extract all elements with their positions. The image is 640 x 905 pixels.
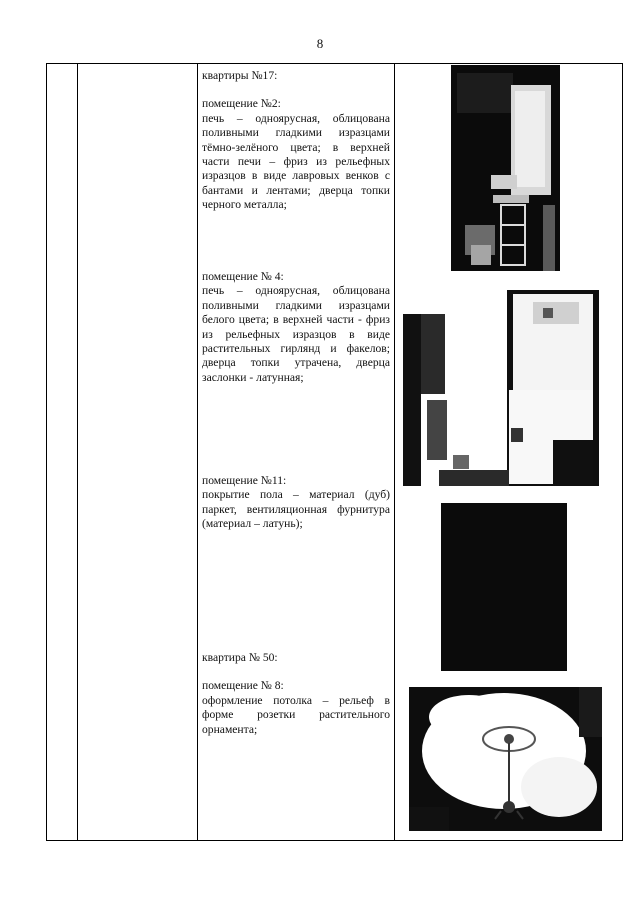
description-block-apartment-17-room-2 — [202, 69, 390, 213]
description-block-apartment-50-room-8 — [202, 651, 390, 737]
room-heading: помещение № 4: — [202, 270, 284, 283]
description-block-room-4 — [202, 270, 390, 385]
column-divider — [77, 64, 78, 840]
room-heading: помещение № 8: — [202, 679, 284, 693]
description-block-room-11 — [202, 474, 390, 532]
parquet-floor-photo — [441, 503, 567, 671]
room-description: покрытие пола – материал (дуб) паркет, вентиляционная фурнитура (материал – латунь); — [202, 488, 390, 531]
page-number: 8 — [316, 36, 324, 51]
room-heading: помещение №11: — [202, 474, 287, 487]
column-divider — [197, 64, 198, 840]
apartment-heading: квартира № 50: — [202, 651, 278, 664]
apartment-heading: квартиры №17: — [202, 69, 278, 82]
room-description: печь – одноярусная, облицована поливными гладкими изразцами тёмно-зелёного цвета; в верхней части печи – фриз из рельефных изразцов в виде лавровых венков с бантами и лентами; дверца топки черного металла; — [202, 111, 390, 212]
column-divider — [394, 64, 395, 840]
room-description: оформление потолка – рельеф в форме розетки растительного орнамента; — [202, 693, 390, 736]
room-description: печь – одноярусная, облицована поливными гладкими изразцами белого цвета; в верхней части - фриз из рельефных изразцов в виде растительных гирлянд и факелов; дверца топки утрачена, дверца заслонки - латунная; — [202, 284, 390, 384]
stove-white-photo — [403, 290, 599, 486]
stove-dark-green-photo — [451, 65, 560, 271]
room-heading: помещение №2: — [202, 97, 281, 111]
ceiling-rosette-photo — [409, 687, 602, 831]
